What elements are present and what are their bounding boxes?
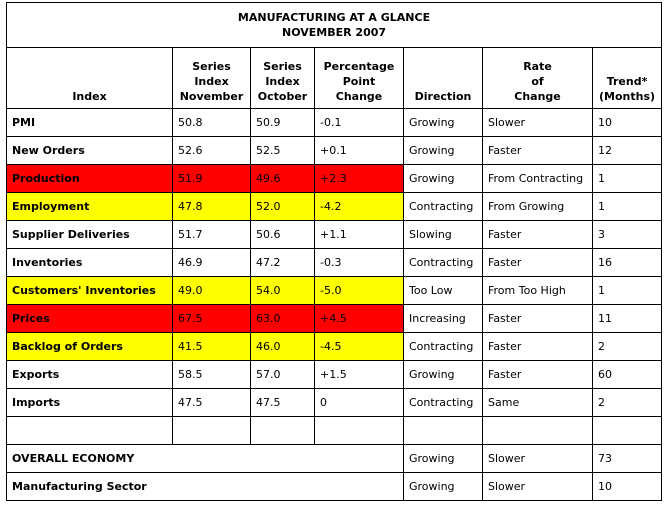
- row-change: -0.1: [315, 109, 404, 137]
- row-trend: 1: [593, 165, 662, 193]
- table-row-highlight-yellow: [7, 193, 662, 221]
- blank-cell: [404, 417, 483, 445]
- row-index: Imports: [7, 389, 173, 417]
- title-line-1: MANUFACTURING AT A GLANCE: [237, 11, 431, 24]
- row-index: Prices: [7, 305, 173, 333]
- summary-rate: Slower: [483, 445, 593, 473]
- row-nov: 50.8: [173, 109, 251, 137]
- summary-row: [7, 445, 662, 473]
- header-direction: Direction: [404, 48, 483, 109]
- summary-rate: Slower: [483, 473, 593, 501]
- header-nov-l3: November: [179, 90, 244, 103]
- blank-cell: [251, 417, 315, 445]
- row-index: Customers' Inventories: [7, 277, 173, 305]
- row-trend: 16: [593, 249, 662, 277]
- row-rate: Faster: [483, 361, 593, 389]
- row-change: +4.5: [315, 305, 404, 333]
- row-index: New Orders: [7, 137, 173, 165]
- summary-direction: Growing: [404, 473, 483, 501]
- row-direction: Growing: [404, 137, 483, 165]
- row-rate: Slower: [483, 109, 593, 137]
- row-trend: 2: [593, 333, 662, 361]
- header-rate-l3: Change: [514, 90, 561, 103]
- row-oct: 49.6: [251, 165, 315, 193]
- table-row: [7, 109, 662, 137]
- row-direction: Slowing: [404, 221, 483, 249]
- summary-direction: Growing: [404, 445, 483, 473]
- table-row: [7, 389, 662, 417]
- row-trend: 1: [593, 193, 662, 221]
- row-rate: From Growing: [483, 193, 593, 221]
- summary-trend: 10: [593, 473, 662, 501]
- row-oct: 46.0: [251, 333, 315, 361]
- row-nov: 51.7: [173, 221, 251, 249]
- header-trend-l2: (Months): [599, 90, 656, 103]
- row-rate: From Too High: [483, 277, 593, 305]
- header-change-l1: Percentage: [323, 60, 395, 73]
- table-row-highlight-yellow: [7, 333, 662, 361]
- row-nov: 47.5: [173, 389, 251, 417]
- row-nov: 49.0: [173, 277, 251, 305]
- header-oct: [251, 48, 315, 109]
- row-change: +0.1: [315, 137, 404, 165]
- row-oct: 54.0: [251, 277, 315, 305]
- row-change: -4.5: [315, 333, 404, 361]
- blank-cell: [7, 417, 173, 445]
- blank-cell: [483, 417, 593, 445]
- header-index: Index: [7, 48, 173, 109]
- row-rate: Faster: [483, 221, 593, 249]
- header-change: [315, 48, 404, 109]
- row-direction: Increasing: [404, 305, 483, 333]
- row-nov: 47.8: [173, 193, 251, 221]
- row-trend: 12: [593, 137, 662, 165]
- blank-cell: [173, 417, 251, 445]
- row-oct: 47.2: [251, 249, 315, 277]
- header-nov-l2: Index: [194, 75, 229, 88]
- row-direction: Growing: [404, 165, 483, 193]
- header-oct-l2: Index: [265, 75, 300, 88]
- summary-trend: 73: [593, 445, 662, 473]
- row-nov: 58.5: [173, 361, 251, 389]
- table-row: [7, 137, 662, 165]
- row-index: Employment: [7, 193, 173, 221]
- header-trend-l1: Trend*: [606, 75, 648, 88]
- row-oct: 63.0: [251, 305, 315, 333]
- row-rate: Faster: [483, 333, 593, 361]
- row-trend: 11: [593, 305, 662, 333]
- summary-index: OVERALL ECONOMY: [7, 445, 404, 473]
- row-rate: Faster: [483, 305, 593, 333]
- row-change: 0: [315, 389, 404, 417]
- row-direction: Growing: [404, 361, 483, 389]
- row-oct: 52.0: [251, 193, 315, 221]
- title-line-2: NOVEMBER 2007: [281, 26, 387, 39]
- header-rate-l2: of: [531, 75, 544, 88]
- row-rate: Same: [483, 389, 593, 417]
- row-trend: 60: [593, 361, 662, 389]
- row-index: Inventories: [7, 249, 173, 277]
- row-direction: Growing: [404, 109, 483, 137]
- row-oct: 50.9: [251, 109, 315, 137]
- row-direction: Contracting: [404, 249, 483, 277]
- table-row: [7, 249, 662, 277]
- row-oct: 47.5: [251, 389, 315, 417]
- header-change-l2: Point: [342, 75, 376, 88]
- blank-cell: [315, 417, 404, 445]
- row-change: -5.0: [315, 277, 404, 305]
- row-rate: Faster: [483, 249, 593, 277]
- row-direction: Contracting: [404, 389, 483, 417]
- row-nov: 46.9: [173, 249, 251, 277]
- header-trend: [593, 48, 662, 109]
- row-trend: 10: [593, 109, 662, 137]
- manufacturing-table: [6, 2, 662, 501]
- row-index: PMI: [7, 109, 173, 137]
- summary-row: [7, 473, 662, 501]
- row-nov: 67.5: [173, 305, 251, 333]
- row-change: -0.3: [315, 249, 404, 277]
- header-nov-l1: Series: [192, 60, 231, 73]
- header-rate-l1: Rate: [523, 60, 552, 73]
- row-nov: 41.5: [173, 333, 251, 361]
- blank-cell: [593, 417, 662, 445]
- row-nov: 51.9: [173, 165, 251, 193]
- table-row-highlight-red: [7, 305, 662, 333]
- row-trend: 3: [593, 221, 662, 249]
- row-oct: 50.6: [251, 221, 315, 249]
- row-rate: Faster: [483, 137, 593, 165]
- row-index: Exports: [7, 361, 173, 389]
- row-rate: From Contracting: [483, 165, 593, 193]
- row-trend: 1: [593, 277, 662, 305]
- row-index: Production: [7, 165, 173, 193]
- header-nov: [173, 48, 251, 109]
- row-change: +1.5: [315, 361, 404, 389]
- row-change: -4.2: [315, 193, 404, 221]
- blank-row: [7, 417, 662, 445]
- header-oct-l3: October: [257, 90, 308, 103]
- row-nov: 52.6: [173, 137, 251, 165]
- row-change: +2.3: [315, 165, 404, 193]
- row-index: Supplier Deliveries: [7, 221, 173, 249]
- header-rate: [483, 48, 593, 109]
- table-row-highlight-yellow: [7, 277, 662, 305]
- header-change-l3: Change: [335, 90, 383, 103]
- row-oct: 52.5: [251, 137, 315, 165]
- table-row: [7, 361, 662, 389]
- row-oct: 57.0: [251, 361, 315, 389]
- header-oct-l1: Series: [263, 60, 302, 73]
- table-title: [7, 3, 662, 48]
- row-change: +1.1: [315, 221, 404, 249]
- summary-index: Manufacturing Sector: [7, 473, 404, 501]
- row-trend: 2: [593, 389, 662, 417]
- row-index: Backlog of Orders: [7, 333, 173, 361]
- row-direction: Contracting: [404, 333, 483, 361]
- table-row: [7, 221, 662, 249]
- row-direction: Too Low: [404, 277, 483, 305]
- row-direction: Contracting: [404, 193, 483, 221]
- table-row-highlight-red: [7, 165, 662, 193]
